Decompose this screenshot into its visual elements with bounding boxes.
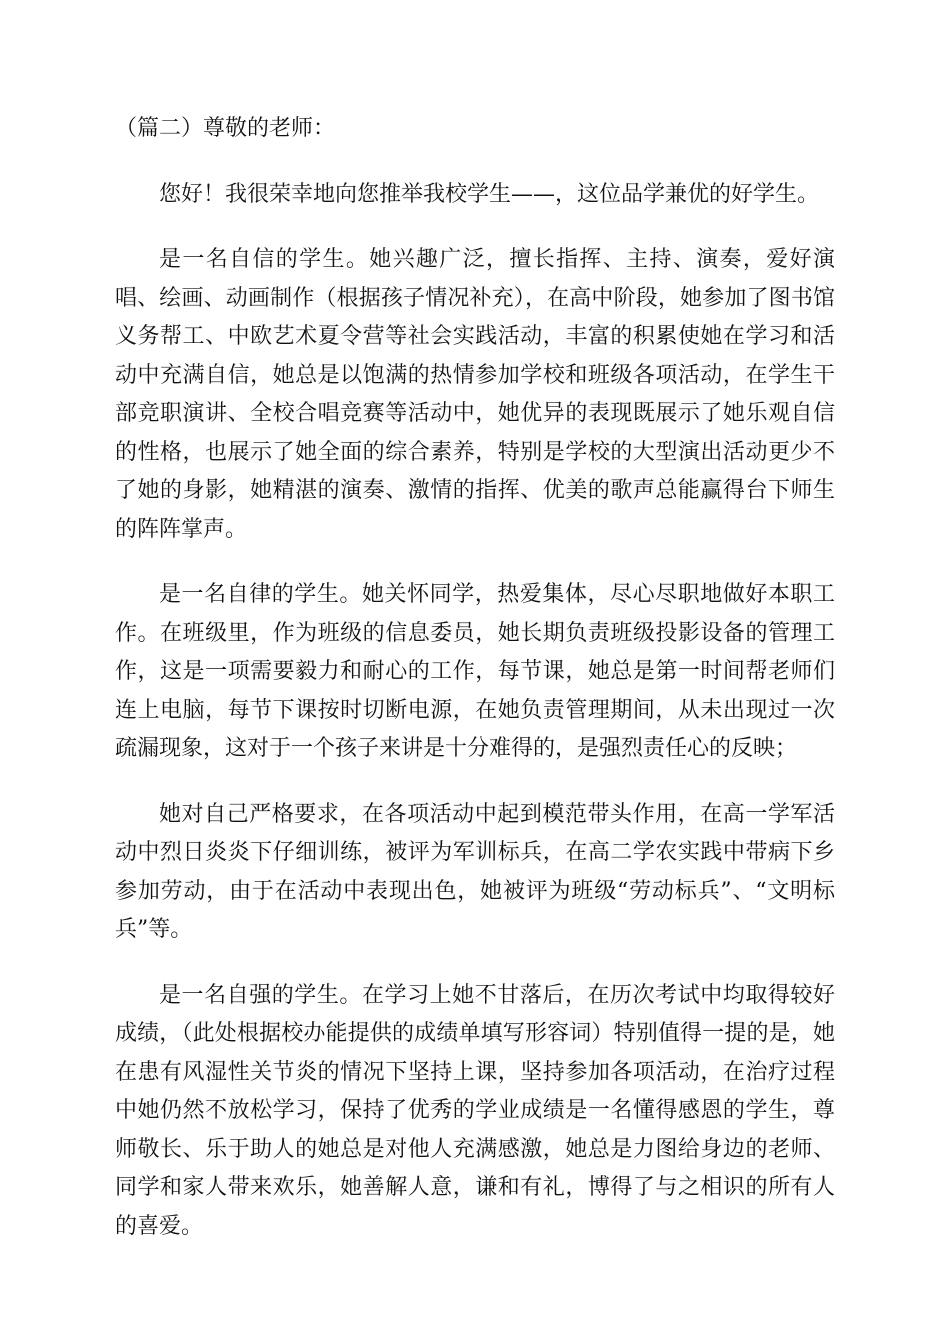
paragraph-confident: 是一名自信的学生。她兴趣广泛，擅长指挥、主持、演奏，爱好演唱、绘画、动画制作（根据孩子情况补充），在高中阶段，她参加了图书馆义务帮工、中欧艺术夏令营等社会实践活动，丰富的积累使她在学习和活动中充满自信，她总是以饱满的热情参加学校和班级各项活动，在学生干部竞职演讲、全校合唱竞赛等活动中，她优异的表现既展示了她乐观自信的性格，也展示了她全面的综合素养，特别是学校的大型演出活动更少不了她的身影，她精湛的演奏、激情的指挥、优美的歌声总能赢得台下师生的阵阵掌声。 xyxy=(115,247,835,542)
paragraph-disciplined: 是一名自律的学生。她关怀同学，热爱集体，尽心尽职地做好本职工作。在班级里，作为班级的信息委员，她长期负责班级投影设备的管理工作，这是一项需要毅力和耐心的工作，每节课，她总是第一时间帮老师们连上电脑，每节下课按时切断电源，在她负责管理期间，从未出现过一次疏漏现象，这对于一个孩子来讲是十分难得的，是强烈责任心的反映； xyxy=(115,582,835,761)
paragraph-strict-requirements: 她对自己严格要求，在各项活动中起到模范带头作用，在高一学军活动中烈日炎炎下仔细训练，被评为军训标兵，在高二学农实践中带病下乡参加劳动，由于在活动中表现出色，她被评为班级“劳动标兵”、“文明标兵”等。 xyxy=(115,801,835,942)
paragraph-self-improving: 是一名自强的学生。在学习上她不甘落后，在历次考试中均取得较好成绩，（此处根据校办能提供的成绩单填写形容词）特别值得一提的是，她在患有风湿性关节炎的情况下坚持上课，坚持参加各项活动，在治疗过程中她仍然不放松学习，保持了优秀的学业成绩是一名懂得感恩的学生，尊师敬长、乐于助人的她总是对他人充满感激，她总是力图给身边的老师、同学和家人带来欢乐，她善解人意，谦和有礼，博得了与之相识的所有人的喜爱。 xyxy=(115,982,835,1239)
letter-heading: （篇二）尊敬的老师： xyxy=(115,116,336,141)
letter-body xyxy=(115,110,835,1273)
letter-opening: 您好！我很荣幸地向您推举我校学生——，这位品学兼优的好学生。 xyxy=(159,181,820,207)
